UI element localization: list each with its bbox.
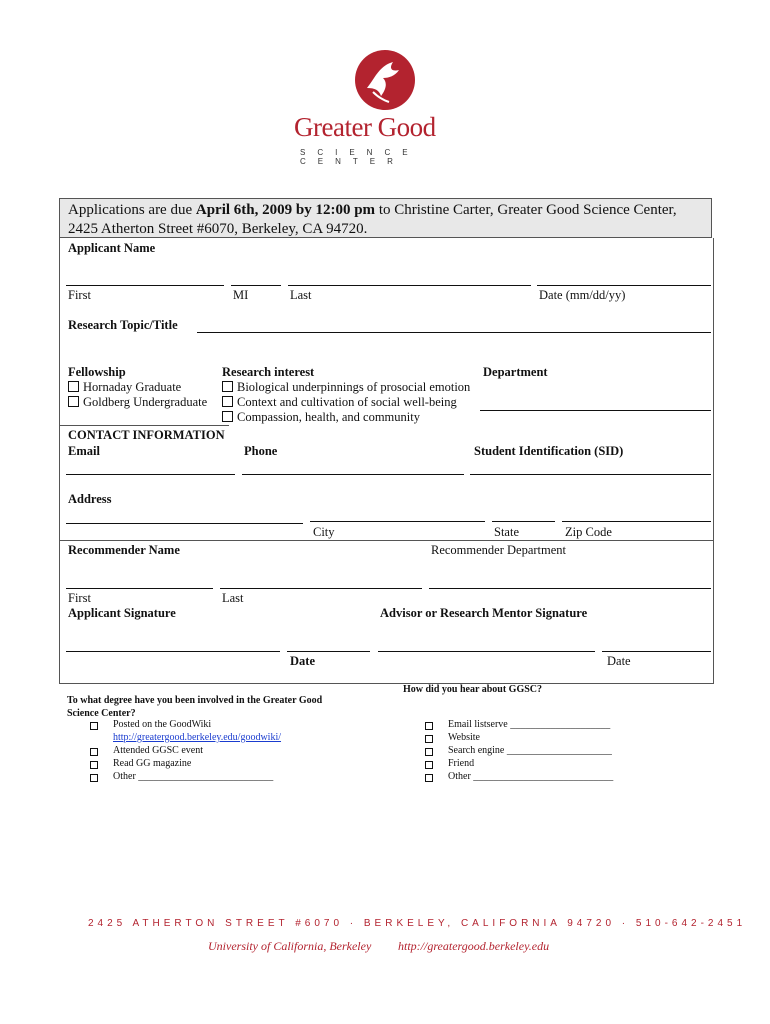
applicant-signature-date-label: Date [290, 654, 315, 668]
logo [290, 48, 490, 166]
interest-option-compassion[interactable]: Compassion, health, and community [222, 410, 420, 425]
state-label: State [494, 525, 519, 539]
footer-url[interactable]: http://greatergood.berkeley.edu [398, 939, 550, 953]
fellowship-label: Fellowship [68, 365, 126, 379]
email-field[interactable] [66, 474, 235, 475]
involvement-question-line2: Science Center? [67, 708, 136, 719]
sid-field[interactable] [470, 474, 711, 475]
applicant-name-label: Applicant Name [68, 241, 156, 255]
research-interest-label: Research interest [222, 365, 315, 379]
sid-label: Student Identification (SID) [474, 444, 624, 458]
hear-option-website: Website [448, 732, 480, 743]
involvement-option-event: Attended GGSC event [113, 745, 203, 756]
checkbox-icon[interactable] [425, 761, 433, 769]
logo-subtitle: SCIENCE CENTER [300, 148, 420, 166]
fellowship-option-hornaday[interactable]: Hornaday Graduate [68, 380, 181, 395]
interest-option-biological[interactable]: Biological underpinnings of prosocial emotion [222, 380, 470, 395]
checkbox-icon[interactable] [90, 761, 98, 769]
applicant-mi-field[interactable] [231, 285, 281, 286]
recommender-divider [59, 540, 714, 541]
deadline-address: 2425 Atherton Street #6070, Berkeley, CA 94720. [68, 221, 368, 237]
checkbox-icon[interactable] [90, 722, 98, 730]
deadline-date: April 6th, 2009 by 12:00 pm [195, 202, 376, 218]
email-label: Email [68, 444, 100, 458]
interest-option-context[interactable]: Context and cultivation of social well-being [222, 395, 457, 410]
applicant-last-label: Last [290, 288, 312, 302]
recommender-department-field[interactable] [429, 588, 711, 589]
footer-address: 2425 ATHERTON STREET #6070 · BERKELEY, CALIFORNIA 94720 · 510-642-2451 [88, 918, 747, 929]
phone-label: Phone [244, 444, 278, 458]
zip-label: Zip Code [565, 525, 612, 539]
checkbox-icon[interactable] [68, 396, 79, 407]
deadline-text-line1: Applications are due April 6th, 2009 by 12:00 pm to Christine Carter, Greater Good Science Center, [68, 202, 677, 218]
hear-option-friend: Friend [448, 758, 475, 769]
department-field[interactable] [480, 410, 711, 411]
recommender-department-label: Recommender Department [431, 543, 567, 557]
advisor-signature-date-field[interactable] [602, 651, 711, 652]
applicant-date-label: Date (mm/dd/yy) [539, 288, 626, 302]
research-topic-field[interactable] [197, 332, 711, 333]
applicant-signature-date-field[interactable] [287, 651, 370, 652]
state-field[interactable] [492, 521, 555, 522]
contact-divider [59, 425, 229, 426]
applicant-signature-label: Applicant Signature [68, 606, 176, 620]
checkbox-icon[interactable] [90, 774, 98, 782]
involvement-option-goodwiki: Posted on the GoodWiki [113, 719, 212, 730]
dove-emblem-icon [353, 48, 417, 112]
address-label: Address [68, 492, 112, 506]
checkbox-icon[interactable] [425, 774, 433, 782]
advisor-signature-field[interactable] [378, 651, 595, 652]
checkbox-icon[interactable] [68, 381, 79, 392]
fellowship-option-goldberg[interactable]: Goldberg Undergraduate [68, 395, 207, 410]
recommender-first-label: First [68, 591, 91, 605]
advisor-signature-date-label: Date [607, 654, 631, 668]
checkbox-icon[interactable] [90, 748, 98, 756]
city-field[interactable] [310, 521, 485, 522]
recommender-last-label: Last [222, 591, 244, 605]
recommender-first-field[interactable] [66, 588, 213, 589]
hear-option-search: Search engine _____________________ [448, 745, 612, 756]
applicant-date-field[interactable] [537, 285, 711, 286]
checkbox-icon[interactable] [222, 381, 233, 392]
checkbox-icon[interactable] [222, 396, 233, 407]
hear-option-email: Email listserve ____________________ [448, 719, 611, 730]
checkbox-icon[interactable] [425, 722, 433, 730]
checkbox-icon[interactable] [425, 748, 433, 756]
footer-university: University of California, Berkeley [208, 939, 372, 953]
hear-about-question: How did you hear about GGSC? [403, 684, 543, 695]
checkbox-icon[interactable] [425, 735, 433, 743]
checkbox-icon[interactable] [222, 411, 233, 422]
involvement-option-other: Other ___________________________ [113, 771, 274, 782]
applicant-mi-label: MI [233, 288, 249, 302]
applicant-last-field[interactable] [288, 285, 531, 286]
advisor-signature-label: Advisor or Research Mentor Signature [380, 606, 588, 620]
logo-name: Greater Good [294, 112, 436, 142]
city-label: City [313, 525, 335, 539]
recommender-name-label: Recommender Name [68, 543, 180, 557]
recommender-last-field[interactable] [220, 588, 422, 589]
department-label: Department [483, 365, 548, 379]
involvement-question-line1: To what degree have you been involved in the Greater Good [67, 695, 323, 706]
applicant-first-field[interactable] [66, 285, 224, 286]
hear-option-other: Other ____________________________ [448, 771, 614, 782]
zip-field[interactable] [562, 521, 711, 522]
contact-info-heading: CONTACT INFORMATION [68, 428, 225, 442]
phone-field[interactable] [242, 474, 464, 475]
applicant-first-label: First [68, 288, 91, 302]
applicant-signature-field[interactable] [66, 651, 280, 652]
street-field[interactable] [66, 523, 303, 524]
involvement-option-magazine: Read GG magazine [113, 758, 192, 769]
research-topic-label: Research Topic/Title [68, 318, 178, 332]
goodwiki-link[interactable]: http://greatergood.berkeley.edu/goodwiki/ [113, 732, 282, 743]
